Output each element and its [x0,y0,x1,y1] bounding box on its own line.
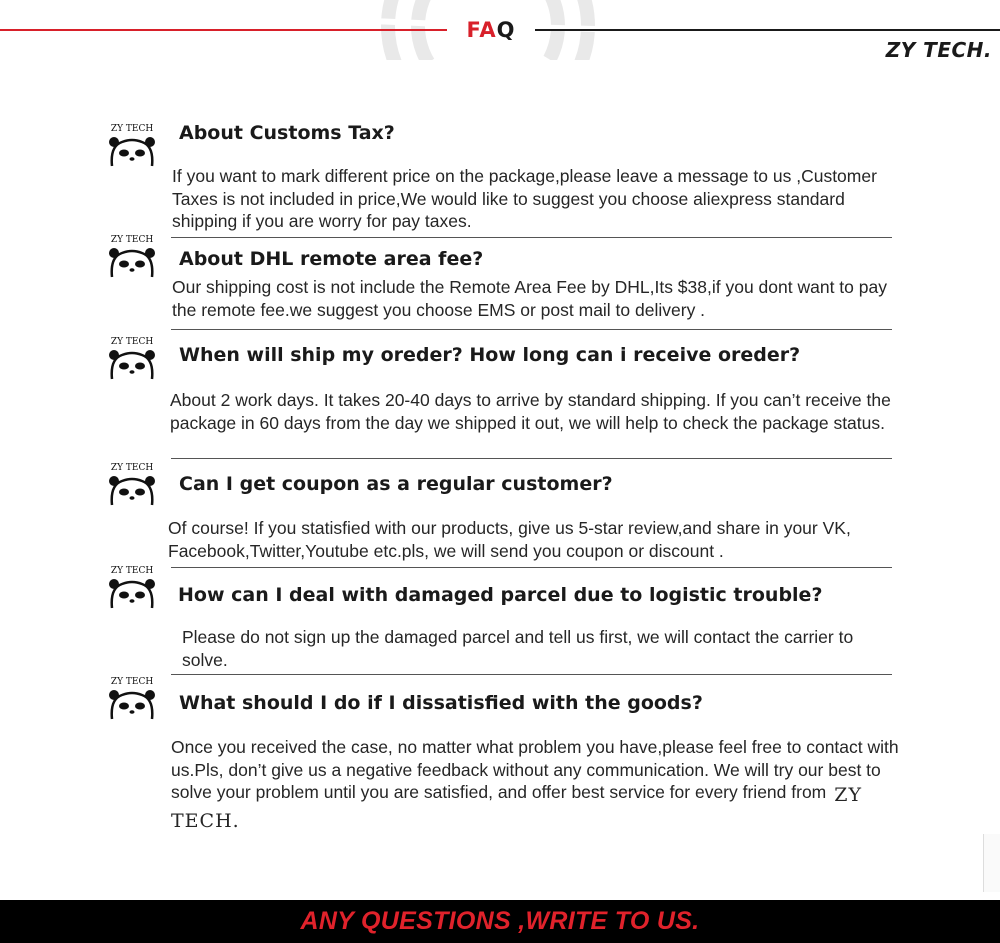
brand-name: ZY TECH. [885,38,992,62]
faq-divider [171,329,892,330]
panda-logo [108,677,158,723]
faq-question: Can I get coupon as a regular customer? [179,473,613,495]
faq-question: How can I deal with damaged parcel due to logistic trouble? [178,584,823,606]
panda-icon [108,136,156,168]
faq-answer-text: Once you received the case, no matter what problem you have,please feel free to contact with us.Pls, don’t give us a negative feedback without any communication. We will try our best to solve your problem until you are satisfied, and offer best service for every friend from [171,737,899,802]
panda-icon [108,247,156,279]
page-edge-mark [983,834,1000,892]
faq-answer: Please do not sign up the damaged parcel and tell us first, we will contact the carrier to solve. [182,627,854,670]
faq-answer: Our shipping cost is not include the Remote Area Fee by DHL,Its $38,if you dont want to pay the remote fee.we suggest you choose EMS or post mail to delivery . [172,277,887,320]
panda-icon [108,578,156,610]
faq-divider [171,567,892,568]
logo-text: ZY TECH [110,677,154,687]
panda-icon [108,475,156,507]
faq-divider [171,674,892,675]
faq-divider [171,458,892,459]
panda-logo [108,337,158,383]
faq-answer [171,736,901,832]
logo-text: ZY TECH [110,463,154,473]
faq-question: About Customs Tax? [179,122,395,144]
panda-icon [108,689,156,721]
logo-text: ZY TECH [110,124,154,134]
faq-question: About DHL remote area fee? [179,248,484,270]
signature-text: ZY TECH. [171,784,863,832]
faq-header [0,0,1000,70]
footer-banner [0,900,1000,943]
panda-logo [108,124,158,170]
logo-text: ZY TECH [110,235,154,245]
faq-heading-prefix: FA [466,18,497,42]
header-red-rule [0,29,450,31]
footer-text: ANY QUESTIONS ,WRITE TO US. [300,907,700,935]
faq-question: What should I do if I dissatisfied with the goods? [179,692,703,714]
panda-logo [108,463,158,509]
logo-text: ZY TECH [110,337,154,347]
faq-heading-suffix: Q [496,18,516,42]
panda-logo [108,566,158,612]
faq-divider [171,237,892,238]
logo-text: ZY TECH [110,566,154,576]
panda-icon [108,349,156,381]
faq-question: When will ship my oreder? How long can i receive oreder? [179,344,801,366]
faq-answer: About 2 work days. It takes 20-40 days to arrive by standard shipping. If you can’t receive the package in 60 days from the day we shipped it out, we will help to check the package status. [170,390,891,433]
header-dark-rule [535,29,1000,31]
faq-answer: Of course! If you statisfied with our products, give us 5-star review,and share in your VK, Facebook,Twitter,Youtube etc.pls, we will send you coupon or discount . [168,518,851,561]
faq-heading [447,14,535,46]
faq-answer: If you want to mark different price on the package,please leave a message to us ,Customer Taxes is not included in price,We would like to suggest you choose aliexpress standard shipping if you are worry for pay taxes. [172,166,877,231]
panda-logo [108,235,158,281]
